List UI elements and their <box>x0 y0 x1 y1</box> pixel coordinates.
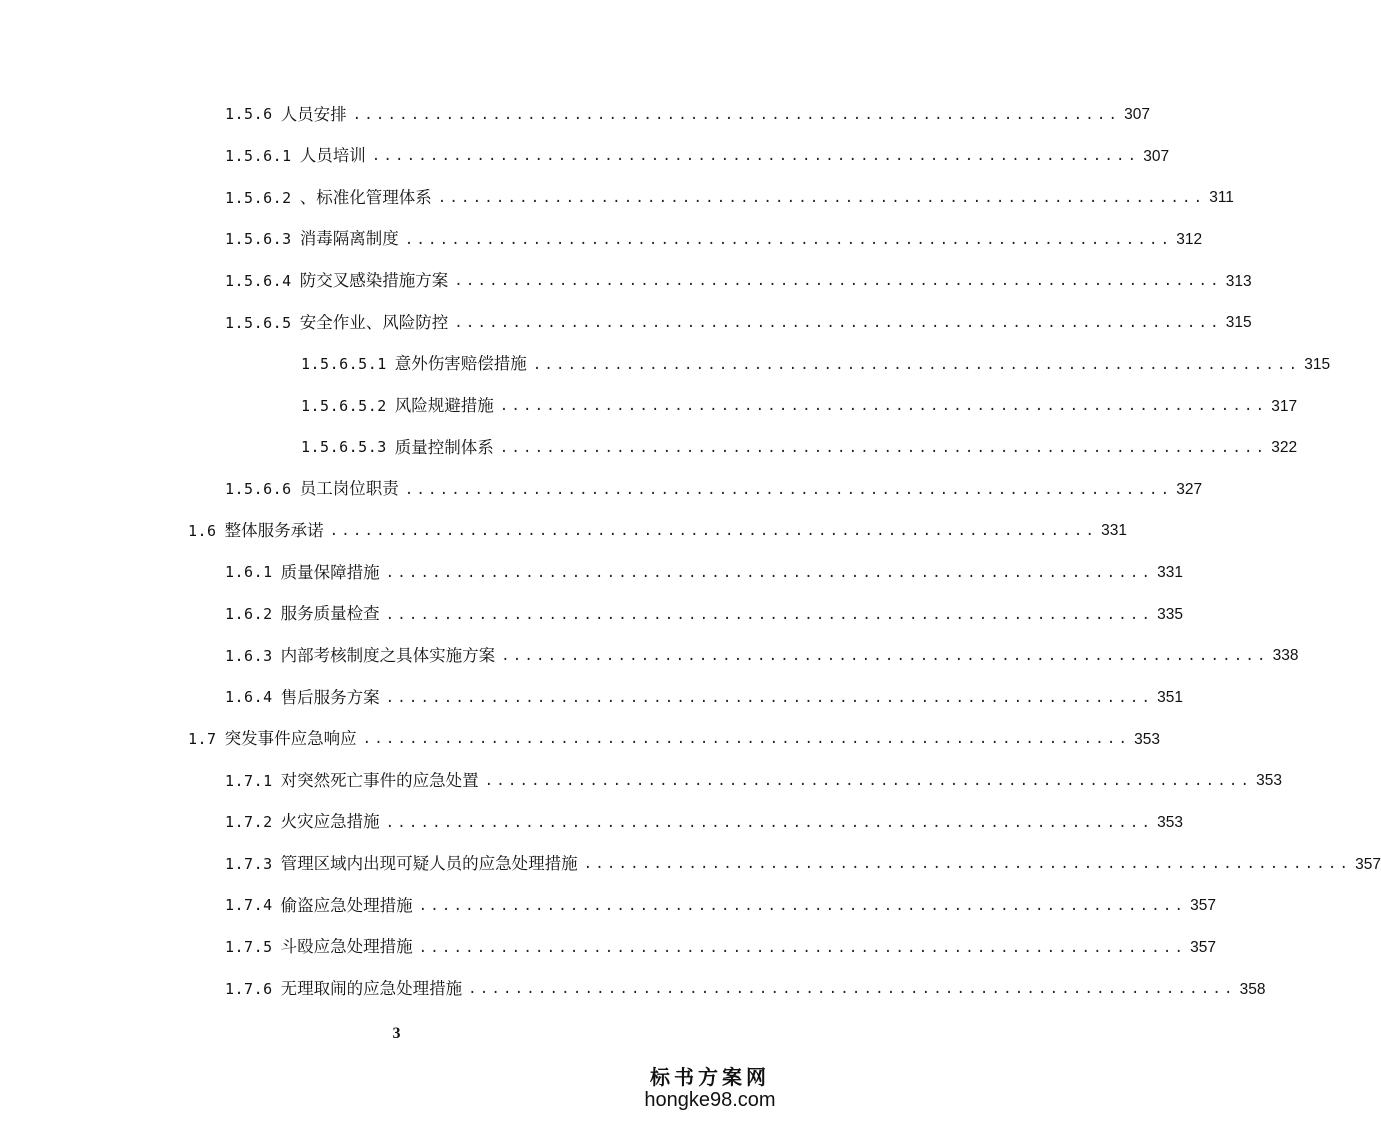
toc-entry-number: 1.6.3 <box>225 646 273 665</box>
toc-entry-number: 1.6.4 <box>225 688 273 707</box>
toc-entry-page: 315 <box>1304 355 1331 373</box>
toc-entry-number: 1.7.6 <box>225 979 273 998</box>
toc-entry-number: 1.7.2 <box>225 813 273 832</box>
toc-entry-number: 1.5.6.4 <box>225 271 292 290</box>
toc-entry-number: 1.5.6.5 <box>225 313 292 332</box>
toc-entry-title: 人员安排 <box>280 104 347 124</box>
toc-entry-number: 1.5.6.6 <box>225 480 292 499</box>
toc-dot-leader: .................................................................. <box>362 731 1131 748</box>
toc-entry[interactable] <box>0 427 1298 469</box>
toc-entry-title: 整体服务承诺 <box>224 520 324 540</box>
toc-entry-title: 管理区域内出现可疑人员的应急处理措施 <box>280 854 578 874</box>
toc-entry[interactable] <box>0 802 1184 844</box>
toc-entry-number: 1.7.1 <box>225 771 273 790</box>
toc-dot-leader: .................................................................. <box>404 481 1173 498</box>
toc-dot-leader: .................................................................. <box>385 689 1154 706</box>
toc-entry[interactable] <box>0 94 1151 136</box>
toc-entry[interactable] <box>0 510 1127 552</box>
toc-entry-page: 357 <box>1355 855 1381 873</box>
toc-dot-leader: .................................................................. <box>404 231 1173 248</box>
toc-entry-number: 1.5.6 <box>225 105 273 124</box>
toc-entry-page: 312 <box>1176 230 1203 248</box>
toc-entry-number: 1.6.2 <box>225 605 273 623</box>
toc-entry[interactable] <box>0 469 1203 511</box>
toc-entry[interactable] <box>0 927 1217 969</box>
toc-entry[interactable] <box>0 594 1184 636</box>
toc-entry-page: 351 <box>1157 689 1184 707</box>
toc-entry-number: 1.6 <box>188 521 217 540</box>
toc-entry-page: 327 <box>1176 480 1203 498</box>
toc-entry[interactable] <box>0 968 1266 1010</box>
toc-dot-leader: .................................................................. <box>437 190 1206 207</box>
toc-dot-leader: .................................................................. <box>583 856 1352 873</box>
toc-entry-page: 331 <box>1157 564 1184 582</box>
toc-entry-title: 服务质量检查 <box>280 604 380 624</box>
toc-dot-leader: .................................................................. <box>371 148 1140 165</box>
toc-entry-title: 、标准化管理体系 <box>299 187 432 207</box>
toc-dot-leader: .................................................................. <box>418 939 1187 956</box>
toc-entry-title: 无理取闹的应急处理措施 <box>280 979 463 999</box>
toc-entry-number: 1.7.4 <box>225 896 273 915</box>
site-watermark <box>639 1066 781 1112</box>
toc-entry-page: 331 <box>1101 522 1127 540</box>
toc-entry-title: 质量控制体系 <box>394 437 494 457</box>
toc-entry-title: 人员培训 <box>299 146 366 166</box>
watermark-url: hongke98.com <box>644 1089 776 1111</box>
toc-entry-title: 售后服务方案 <box>280 687 380 707</box>
toc-entry-title: 偷盗应急处理措施 <box>280 895 413 915</box>
toc-entry-number: 1.5.6.3 <box>225 230 292 249</box>
toc-entry[interactable] <box>0 136 1170 178</box>
toc-dot-leader: .................................................................. <box>454 273 1222 290</box>
toc-entry[interactable] <box>0 677 1184 719</box>
toc-entry-page: 353 <box>1134 730 1160 748</box>
toc-entry[interactable] <box>0 219 1203 261</box>
toc-entry-title: 对突然死亡事件的应急处置 <box>280 770 479 790</box>
toc-entry[interactable] <box>0 302 1252 344</box>
toc-dot-leader: .................................................................. <box>385 814 1154 831</box>
toc-entry-page: 307 <box>1124 106 1151 124</box>
toc-entry-number: 1.7.3 <box>225 854 273 873</box>
toc-dot-leader: .................................................................. <box>329 523 1098 540</box>
toc-entry-page: 357 <box>1190 897 1217 915</box>
toc-entry-number: 1.7.5 <box>225 938 273 957</box>
toc-entry-page: 311 <box>1209 189 1234 207</box>
toc-dot-leader: .................................................................. <box>532 356 1301 373</box>
toc-entry-page: 358 <box>1239 980 1266 998</box>
toc-dot-leader: .................................................................. <box>468 981 1236 998</box>
toc-entry-page: 307 <box>1143 147 1170 165</box>
toc-entry-title: 斗殴应急处理措施 <box>280 937 413 957</box>
toc-entry-number: 1.5.6.1 <box>225 146 292 165</box>
toc-entry[interactable] <box>0 760 1283 802</box>
toc-dot-leader: .................................................................. <box>418 897 1187 914</box>
toc-dot-leader: .................................................................. <box>352 106 1121 123</box>
toc-entry-number: 1.7 <box>188 729 217 748</box>
toc-entry-title: 消毒隔离制度 <box>299 229 399 249</box>
toc-entry[interactable] <box>0 635 1299 677</box>
toc-dot-leader: .................................................................. <box>484 773 1253 790</box>
table-of-contents <box>0 94 1381 1010</box>
toc-entry[interactable] <box>0 552 1184 594</box>
toc-entry[interactable] <box>0 177 1234 219</box>
toc-dot-leader: .................................................................. <box>501 648 1269 665</box>
toc-dot-leader: .................................................................. <box>454 315 1222 332</box>
toc-entry-title: 风险规避措施 <box>394 396 494 416</box>
toc-dot-leader: .................................................................. <box>385 564 1154 581</box>
toc-entry-title: 防交叉感染措施方案 <box>299 271 449 291</box>
toc-entry-page: 338 <box>1272 647 1299 665</box>
toc-entry-page: 315 <box>1225 314 1252 332</box>
toc-entry-page: 317 <box>1271 397 1298 415</box>
toc-entry-page: 353 <box>1157 813 1184 831</box>
toc-entry-page: 335 <box>1157 605 1184 623</box>
toc-entry-page: 313 <box>1225 272 1252 290</box>
toc-entry-number: 1.5.6.5.3 <box>301 438 387 457</box>
toc-entry-title: 意外伤害赔偿措施 <box>394 354 527 374</box>
toc-entry-number: 1.5.6.5.1 <box>301 355 387 374</box>
toc-entry-number: 1.5.6.5.2 <box>301 396 387 415</box>
page-number: 3 <box>392 1025 401 1042</box>
toc-entry-number: 1.5.6.2 <box>225 188 292 207</box>
toc-entry-title: 突发事件应急响应 <box>224 729 357 749</box>
toc-entry-page: 322 <box>1271 439 1298 457</box>
toc-entry[interactable] <box>0 261 1252 303</box>
toc-dot-leader: .................................................................. <box>385 606 1154 623</box>
toc-entry-number: 1.6.1 <box>225 563 273 582</box>
toc-dot-leader: .................................................................. <box>499 398 1268 415</box>
toc-entry[interactable] <box>0 844 1381 886</box>
toc-entry-page: 353 <box>1256 772 1283 790</box>
toc-entry-title: 质量保障措施 <box>280 562 380 582</box>
toc-entry-title: 内部考核制度之具体实施方案 <box>280 645 496 665</box>
toc-entry-title: 员工岗位职责 <box>299 479 399 499</box>
toc-entry-title: 火灾应急措施 <box>280 812 380 832</box>
toc-entry-page: 357 <box>1190 938 1217 956</box>
toc-entry[interactable] <box>0 719 1160 761</box>
watermark-site-name: 标书方案网 <box>650 1065 770 1089</box>
toc-dot-leader: .................................................................. <box>499 439 1268 456</box>
toc-entry[interactable] <box>0 885 1217 927</box>
toc-entry[interactable] <box>0 385 1298 427</box>
toc-entry[interactable] <box>0 344 1331 386</box>
toc-entry-title: 安全作业、风险防控 <box>299 312 449 332</box>
